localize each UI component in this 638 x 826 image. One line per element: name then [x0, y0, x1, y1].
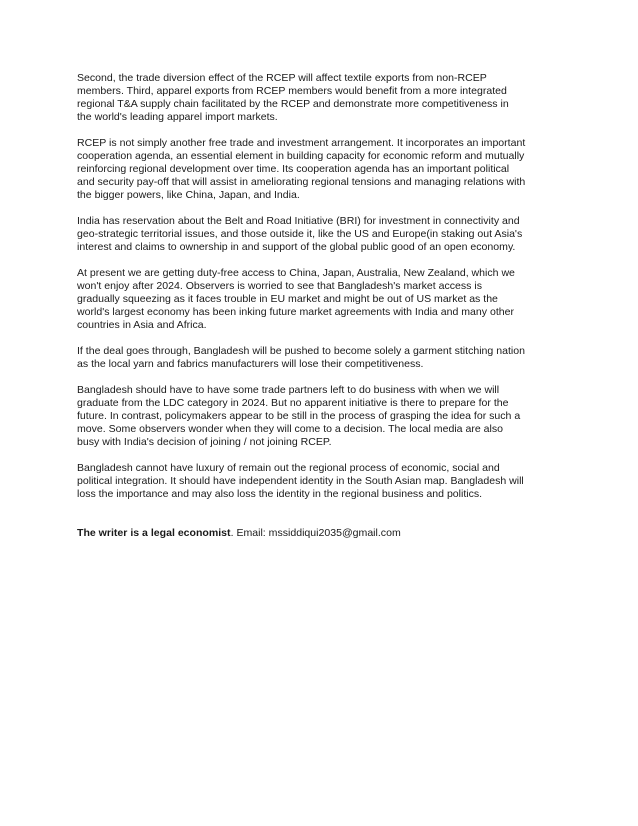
article-body: [77, 72, 577, 553]
author-signature: [77, 527, 577, 540]
paragraph-trade-diversion: Second, the trade diversion effect of the RCEP will affect textile exports from non-RCEP members. Third, apparel exports from RCEP members would benefit from a more integrated regional T&A supply chain facilitated by the RCEP and demonstrate more competitiveness in the world's leading apparel import markets.: [77, 72, 509, 123]
author-credit: The writer is a legal economist: [77, 527, 231, 539]
paragraph-trade-partners: Bangladesh should have to have some trade partners left to do business with when we will graduate from the LDC category in 2024. But no apparent initiative is there to prepare for the future. In contrast, policymakers appear to be still in the process of grasping the idea for such a move. Some observers wonder when they will come to a decision. The local media are also busy with India's decision of joining / not joining RCEP.: [77, 384, 521, 448]
paragraph-rcep-cooperation: RCEP is not simply another free trade and investment arrangement. It incorporates an important cooperation agenda, an essential element in building capacity for economic reform and mutually reinforcing regional development over time. Its cooperation agenda has an important political and security pay-off that will assist in ameliorating regional tensions and managing relations with the bigger powers, like China, Japan, and India.: [77, 137, 526, 201]
author-email: . Email: mssiddiqui2035@gmail.com: [230, 527, 401, 539]
paragraph-india-bri: India has reservation about the Belt and Road Initiative (BRI) for investment in connectivity and geo-strategic territorial issues, and those outside it, like the US and Europe(in staking out Asia's interest and claims to ownership in and support of the global public good of an open economy.: [77, 215, 523, 253]
paragraph-duty-free-access: At present we are getting duty-free access to China, Japan, Australia, New Zealand, which we won't enjoy after 2024. Observers is worried to see that Bangladesh's market access is gradually squeezing as it faces trouble in EU market and might be out of US market as the world's largest economy has been inking future market agreements with India and many other countries in Asia and Africa.: [77, 267, 515, 331]
paragraph-regional-integration: Bangladesh cannot have luxury of remain out the regional process of economic, social and political integration. It should have independent identity in the South Asian map. Bangladesh will loss the importance and may also loss the identity in the regional business and politics.: [77, 462, 524, 500]
paragraph-garment-stitching: If the deal goes through, Bangladesh will be pushed to become solely a garment stitching nation as the local yarn and fabrics manufacturers will lose their competitiveness.: [77, 345, 525, 370]
